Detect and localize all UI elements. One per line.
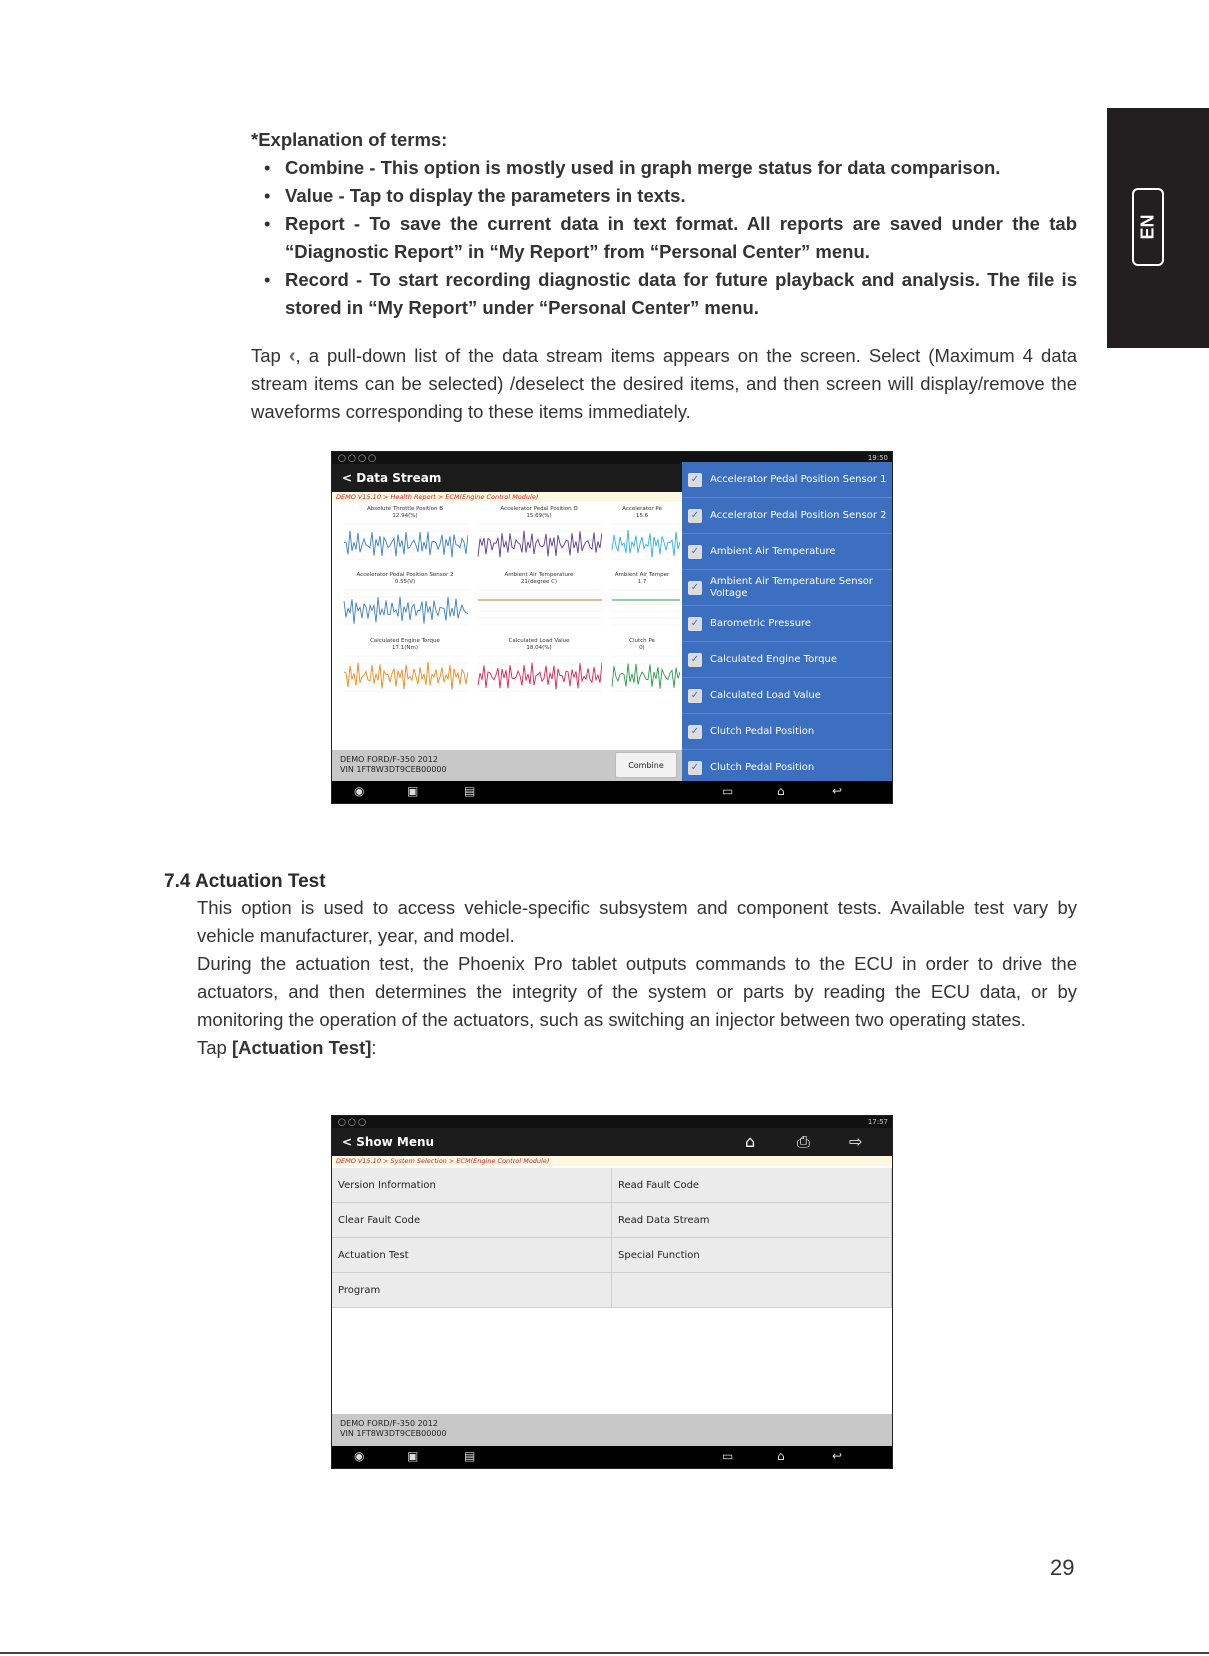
- chart-value: 0.55(V): [394, 579, 416, 585]
- tap-paragraph: [251, 342, 1077, 426]
- home-icon[interactable]: ⌂: [777, 784, 785, 798]
- terms-heading: *Explanation of terms:: [251, 129, 448, 150]
- data-stream-item-label: Accelerator Pedal Position Sensor 1: [710, 473, 887, 485]
- waveform-line: [478, 531, 602, 558]
- tap-prefix: Tap: [251, 345, 289, 366]
- language-tab: [1107, 108, 1209, 348]
- waveform-plot: [474, 654, 602, 696]
- status-bar: ◯ ◯ ◯ ◯ 19:50: [332, 452, 892, 464]
- waveform-line: [612, 664, 680, 689]
- page-bottom-rule: [0, 1652, 1209, 1654]
- breadcrumb: DEMO V15.10 > System Selection > ECM(Engine Control Module): [332, 1156, 892, 1166]
- data-stream-item-label: Clutch Pedal Position: [710, 725, 815, 737]
- waveform-line: [344, 531, 468, 558]
- chart-title: Calculated Load Value: [508, 638, 570, 644]
- actuation-para-1: This option is used to access vehicle-specific subsystem and component tests. Available test vary by vehicle manufacturer, year, and model.: [197, 897, 1077, 946]
- menu-actuation-test[interactable]: Actuation Test: [332, 1238, 612, 1273]
- terms-explanation: [251, 126, 1077, 322]
- data-stream-item[interactable]: [682, 498, 893, 534]
- waveform-line: [344, 662, 468, 690]
- actuation-tap-line: [197, 1034, 1077, 1062]
- menu-empty-cell: [612, 1273, 892, 1308]
- breadcrumb: DEMO V15.10 > Health Report > ECM(Engine Control Module): [332, 492, 892, 502]
- chart-value: 15.6: [635, 513, 649, 519]
- tap-text: , a pull-down list of the data stream items appears on the screen. Select (Maximum 4 data stream items can be selected) /deselect the desired items, and then screen will display/remove the waveforms corresponding to these items immediately.: [251, 345, 1077, 422]
- waveform-plot: [340, 522, 468, 564]
- waveform-plot: [474, 588, 602, 630]
- waveform-chart[interactable]: [336, 506, 474, 574]
- term-report: • Report - To save the current data in text format. All reports are saved under the tab “Diagnostic Report” in “My Report” from “Personal Center” menu.: [251, 210, 1077, 266]
- home-icon[interactable]: ⌂: [745, 1132, 756, 1151]
- chart-value: 0(: [639, 645, 645, 651]
- data-stream-list[interactable]: [682, 462, 893, 788]
- term-record: • Record - To start recording diagnostic data for future playback and analysis. The file is stored in “My Report” under “Personal Center” menu.: [251, 266, 1077, 322]
- android-nav-bar: [332, 781, 892, 803]
- chart-title: Absolute Throttle Position B: [366, 506, 444, 512]
- print-icon[interactable]: ⎙: [797, 1132, 810, 1151]
- screenshot-icon[interactable]: ▣: [407, 1449, 419, 1463]
- waveform-chart[interactable]: [470, 506, 608, 574]
- vehicle-model: DEMO FORD/F-350 2012: [340, 1419, 438, 1428]
- checkbox-checked-icon[interactable]: ✓: [688, 473, 702, 487]
- waveform-line: [478, 663, 602, 690]
- vci-icon[interactable]: ▤: [464, 784, 476, 798]
- status-bar: ◯ ◯ ◯ 17:57: [332, 1116, 892, 1128]
- exit-icon[interactable]: ⇨: [849, 1132, 863, 1151]
- vehicle-footer: [332, 1414, 892, 1447]
- show-menu-title[interactable]: < Show Menu: [332, 1128, 892, 1156]
- data-stream-item[interactable]: [682, 606, 893, 642]
- checkbox-checked-icon[interactable]: ✓: [688, 617, 702, 631]
- chart-title: Accelerator Pedal Position Sensor 2: [356, 572, 454, 578]
- vehicle-vin: VIN 1FT8W3DT9CEB00000: [340, 1429, 447, 1438]
- show-menu-screenshot: [331, 1115, 893, 1469]
- waveform-chart[interactable]: [604, 572, 680, 640]
- android-nav-bar: [332, 1446, 892, 1468]
- data-stream-item-label: Calculated Engine Torque: [710, 653, 837, 665]
- waveform-chart[interactable]: [604, 638, 680, 706]
- waveform-chart[interactable]: [336, 638, 474, 706]
- checkbox-checked-icon[interactable]: ✓: [688, 725, 702, 739]
- data-stream-title[interactable]: < Data Stream: [332, 464, 892, 492]
- data-stream-item[interactable]: [682, 462, 893, 498]
- data-stream-item[interactable]: [682, 534, 893, 570]
- chart-title: Calculated Engine Torque: [370, 638, 440, 644]
- chart-title: Accelerator Pedal Position D: [500, 506, 578, 512]
- data-stream-item-label: Ambient Air Temperature: [710, 545, 836, 557]
- actuation-para-2: During the actuation test, the Phoenix Pro tablet outputs commands to the ECU in order to drive the actuators, and then determines the integrity of the system or parts by reading the ECU data, or by monitoring the operation of the actuators, such as switching an injector between two operating states.: [197, 953, 1077, 1030]
- waveform-plot: [340, 588, 468, 630]
- data-stream-item[interactable]: [682, 570, 893, 606]
- vehicle-model: DEMO FORD/F-350 2012: [340, 755, 438, 764]
- data-stream-item-label: Accelerator Pedal Position Sensor 2: [710, 509, 887, 521]
- chart-value: 12.94(%): [392, 513, 418, 519]
- menu-clear-fault-code[interactable]: Clear Fault Code: [332, 1203, 612, 1238]
- waveform-chart[interactable]: [470, 638, 608, 706]
- waveform-plot: [340, 654, 468, 696]
- data-stream-item-label: Ambient Air Temperature Sensor Voltage: [710, 575, 874, 599]
- menu-read-data-stream[interactable]: Read Data Stream: [612, 1203, 892, 1238]
- back-icon[interactable]: ↩: [832, 1449, 843, 1463]
- status-time: 19:50: [867, 454, 888, 462]
- menu-special-function[interactable]: Special Function: [612, 1238, 892, 1273]
- term-value: • Value - Tap to display the parameters in texts.: [251, 182, 1077, 210]
- waveform-plot: [608, 522, 680, 564]
- tap-colon: :: [371, 1037, 377, 1058]
- data-stream-screenshot: [331, 451, 893, 804]
- data-stream-item[interactable]: [682, 678, 893, 714]
- terms-list: [251, 154, 1077, 322]
- menu-version-information[interactable]: Version Information: [332, 1168, 612, 1203]
- chart-value: 17.1(Nm): [391, 645, 418, 651]
- waveform-chart[interactable]: [336, 572, 474, 640]
- data-stream-item[interactable]: [682, 642, 893, 678]
- page-number: 29: [1050, 1555, 1075, 1580]
- recent-apps-icon[interactable]: ▭: [722, 784, 734, 798]
- combine-button[interactable]: Combine: [615, 752, 677, 778]
- checkbox-checked-icon[interactable]: ✓: [688, 761, 702, 775]
- checkbox-checked-icon[interactable]: ✓: [688, 653, 702, 667]
- chart-title: Ambient Air Temper: [614, 572, 670, 578]
- data-stream-item-label: Calculated Load Value: [710, 689, 821, 701]
- home-icon[interactable]: ⌂: [777, 1449, 785, 1463]
- chart-title: Clutch Pe: [629, 638, 655, 644]
- recent-apps-icon[interactable]: ▭: [722, 1449, 734, 1463]
- chart-title: Accelerator Pe: [622, 506, 662, 512]
- waveform-plot: [608, 654, 680, 696]
- chart-title: Ambient Air Temperature: [504, 572, 574, 578]
- chart-value: 21(degree C): [520, 579, 558, 585]
- chevron-left-icon: ‹: [288, 345, 296, 367]
- data-stream-item-label: Clutch Pedal Position: [710, 761, 815, 773]
- data-stream-item[interactable]: [682, 714, 893, 750]
- vci-icon[interactable]: ▤: [464, 1449, 476, 1463]
- tap-label: Tap: [197, 1037, 232, 1058]
- menu-program[interactable]: Program: [332, 1273, 612, 1308]
- function-menu: [332, 1168, 892, 1310]
- status-time: 17:57: [867, 1118, 888, 1126]
- waveform-chart[interactable]: [470, 572, 608, 640]
- chart-value: 1.7: [637, 579, 647, 585]
- checkbox-checked-icon[interactable]: ✓: [688, 689, 702, 703]
- vehicle-vin: VIN 1FT8W3DT9CEB00000: [340, 765, 447, 774]
- section-title: 7.4 Actuation Test: [164, 871, 326, 892]
- menu-read-fault-code[interactable]: Read Fault Code: [612, 1168, 892, 1203]
- chart-value: 15.69(%): [526, 513, 552, 519]
- actuation-description: [197, 894, 1077, 1062]
- language-badge: [1132, 188, 1164, 266]
- checkbox-checked-icon[interactable]: ✓: [688, 545, 702, 559]
- waveform-plot: [608, 588, 680, 630]
- language-label: EN: [1137, 214, 1158, 240]
- actuation-test-ref: [Actuation Test]: [231, 1037, 372, 1058]
- screenshot-icon[interactable]: ▣: [407, 784, 419, 798]
- waveform-line: [612, 530, 680, 557]
- back-icon[interactable]: ↩: [832, 784, 843, 798]
- checkbox-checked-icon[interactable]: ✓: [688, 509, 702, 523]
- chart-value: 18.04(%): [526, 645, 552, 651]
- browser-icon[interactable]: ◉: [354, 1449, 365, 1463]
- term-combine: • Combine - This option is mostly used in graph merge status for data comparison.: [251, 154, 1077, 182]
- checkbox-checked-icon[interactable]: ✓: [688, 581, 702, 595]
- waveform-chart[interactable]: [604, 506, 680, 574]
- browser-icon[interactable]: ◉: [354, 784, 365, 798]
- waveform-line: [344, 597, 468, 624]
- waveform-plot: [474, 522, 602, 564]
- data-stream-item-label: Barometric Pressure: [710, 617, 812, 629]
